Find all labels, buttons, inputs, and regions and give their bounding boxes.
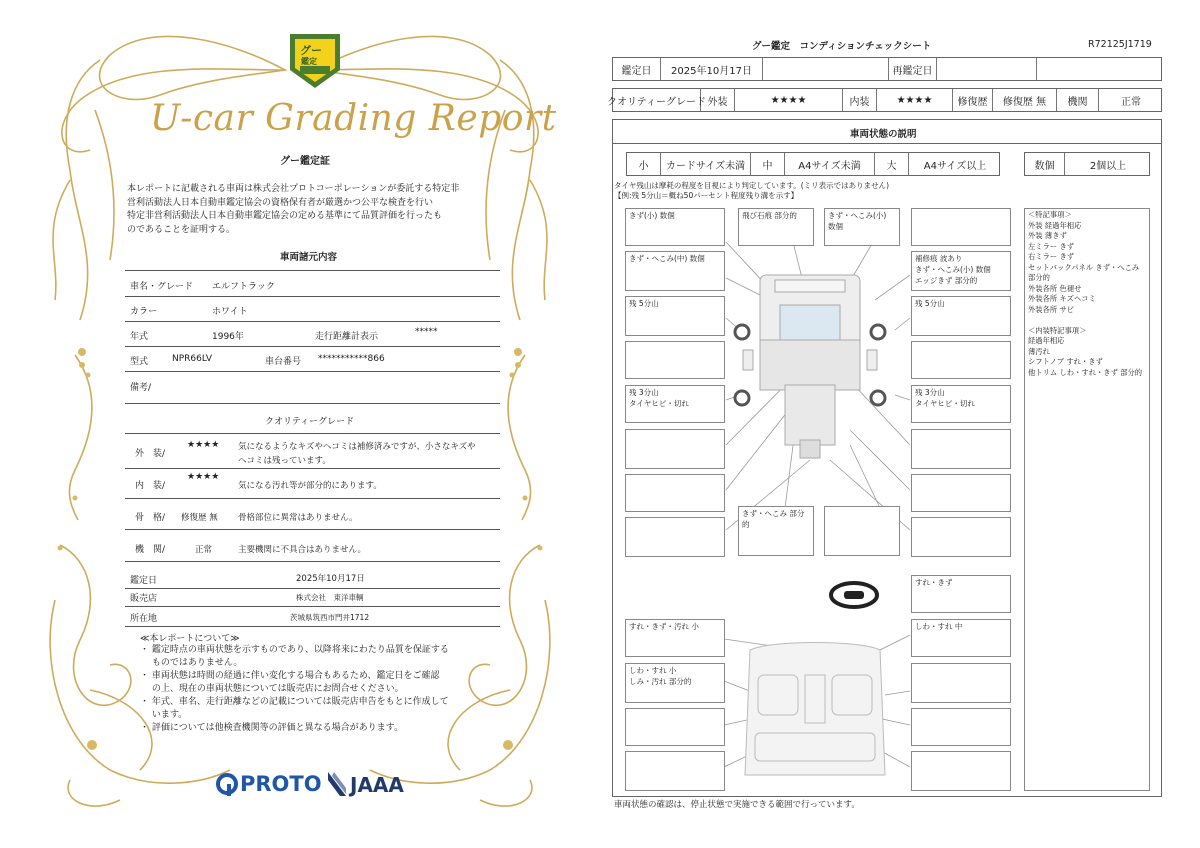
exterior-stars: ★★★★ xyxy=(187,440,220,450)
car-name-label: 車名・グレード xyxy=(130,282,194,292)
ext-box-20 xyxy=(911,517,1011,557)
special-note: 外装 薄きず xyxy=(1028,231,1067,240)
mileage-label: 走行距離計表示 xyxy=(315,332,379,342)
special-note: 経過年相応 xyxy=(1028,336,1065,345)
model-value: NPR66LV xyxy=(172,354,213,364)
ext-box-18: きず・へこみ 部分的 xyxy=(738,506,814,556)
ext-box-4 xyxy=(911,208,1011,246)
special-note: 他トリム しわ・すれ・きず 部分的 xyxy=(1028,367,1143,377)
ext-box-3: きず・へこみ(小) 数個 xyxy=(824,208,900,246)
proto-logo-icon xyxy=(215,772,241,798)
chassis-value: ***********866 xyxy=(318,354,385,364)
ext-box-6: 補修痕 波あり きず・へこみ(小) 数個 エッジきず 部分的 xyxy=(911,251,1011,291)
int-box-7 xyxy=(911,708,1011,746)
size-small-desc: カードサイズ未満 xyxy=(661,153,751,175)
remarks-label: 備考/ xyxy=(130,383,152,393)
note-line: ・ 年式、車名、走行距離などの記載については販売店申告をもとに作成して xyxy=(140,697,449,707)
size-small: 小 xyxy=(627,153,661,175)
sheet-ext-stars: ★★★★ xyxy=(735,89,843,111)
model-label: 型式 xyxy=(130,357,149,367)
int-box-5 xyxy=(911,663,1011,703)
sheet-engine-label: 機関 xyxy=(1057,89,1099,111)
repair-label: 修復歴 xyxy=(953,89,993,111)
size-mid-desc: A4サイズ未満 xyxy=(785,153,875,175)
ext-box-16 xyxy=(911,474,1011,512)
engine-note: 主要機関に不具合はありません。 xyxy=(238,545,367,555)
date-value: 2025年10月17日 xyxy=(296,574,365,584)
frame-label: 骨 格/ xyxy=(135,513,166,523)
ext-box-17 xyxy=(625,517,725,557)
repair-value: 修復歴 無 xyxy=(993,89,1057,111)
special-note: 外装各所 色褪せ xyxy=(1028,283,1082,293)
special-note: 部分的 xyxy=(1028,273,1050,282)
section-title: 車両状態の説明 xyxy=(850,129,917,140)
interior-note: 気になる汚れ等が部分的にあります。 xyxy=(238,481,382,491)
jaaa-logo-icon xyxy=(326,770,348,798)
special-note: シフトノブ すれ・きず xyxy=(1028,357,1103,366)
ext-box-11: 残 3分山 タイヤヒビ・切れ xyxy=(625,385,725,423)
special-note: 左ミラー きず xyxy=(1028,241,1075,251)
ext-box-13 xyxy=(625,429,725,469)
int-box-3: しわ・すれ 中 xyxy=(911,619,1011,657)
special-note: 外装 経過年相応 xyxy=(1028,220,1082,230)
intro-line: のであることを証明する。 xyxy=(127,224,236,235)
count-label: 数個 xyxy=(1025,153,1065,175)
badge-goo: グー xyxy=(300,44,322,57)
int-box-9 xyxy=(911,751,1011,791)
dealer-value: 株式会社 東洋車輌 xyxy=(296,593,364,602)
int-box-1: すれ・きず xyxy=(911,575,1011,613)
steering-wheel-icon xyxy=(828,580,880,610)
ext-box-10 xyxy=(911,341,1011,379)
badge-kantei: 鑑定 xyxy=(301,57,317,66)
exterior-label: 外 装/ xyxy=(135,449,166,459)
reinspect-value xyxy=(937,58,1037,80)
dealer-label: 販売店 xyxy=(130,594,158,604)
ext-box-12: 残 3分山 タイヤヒビ・切れ xyxy=(911,385,1011,423)
interior-label: 内 装/ xyxy=(135,481,166,491)
location-value: 茨城県筑西市門井1712 xyxy=(290,613,370,622)
int-box-4: しわ・すれ 小 しみ・汚れ 部分的 xyxy=(625,663,725,703)
note-line: の上、現在の車両状態については販売店にお問合せください。 xyxy=(140,684,404,694)
ext-box-19 xyxy=(824,506,900,556)
size-legend xyxy=(626,152,1000,176)
reinspect-label: 再鑑定日 xyxy=(889,58,937,80)
about-header: ≪本レポートについて≫ xyxy=(140,634,240,644)
certificate-subtitle: グー鑑定証 xyxy=(280,156,330,167)
sheet-int-label: 内装 xyxy=(843,89,877,111)
size-large-desc: A4サイズ以上 xyxy=(923,160,987,172)
count-desc: 2個以上 xyxy=(1089,160,1127,172)
report-title: U-car Grading Report xyxy=(150,98,557,139)
spec-header: 車両諸元内容 xyxy=(280,252,338,263)
year-label: 年式 xyxy=(130,332,149,342)
ext-box-1: きず(小) 数個 xyxy=(625,208,725,246)
special-note: 右ミラー きず xyxy=(1028,252,1075,261)
special-note: 外装各所 サビ xyxy=(1028,304,1075,314)
special-note-spacer xyxy=(1028,315,1146,326)
exterior-note-2: ヘコミは残っています。 xyxy=(238,456,331,466)
int-box-2: すれ・きず・汚れ 小 xyxy=(625,619,725,657)
sheet-date-value: 2025年10月17日 xyxy=(661,58,763,80)
sheet-footer: 車両状態の確認は、停止状態で実施できる範囲で行っています。 xyxy=(614,800,860,810)
sheet-date-label: 鑑定日 xyxy=(613,58,661,80)
date-blank-2 xyxy=(1037,58,1163,80)
tire-note-1: タイヤ残山は摩耗の程度を目視により判定しています。(ミリ表示ではありません) xyxy=(614,181,890,190)
interior-notes-header: ＜内装特記事項＞ xyxy=(1028,325,1087,335)
color-label: カラー xyxy=(130,307,158,317)
ext-box-5: きず・へこみ(中) 数個 xyxy=(625,251,725,291)
sheet-ext-label: 外装 xyxy=(701,89,735,111)
jaaa-logo-text: JAAA xyxy=(350,773,404,797)
ext-box-2: 飛び石痕 部分的 xyxy=(738,208,814,246)
int-box-6 xyxy=(625,708,725,746)
section-divider xyxy=(612,143,1162,144)
location-label: 所在地 xyxy=(130,614,158,624)
size-mid: 中 xyxy=(751,153,785,175)
count-legend xyxy=(1024,152,1150,176)
intro-line: 本レポートに記載される車両は株式会社プロトコーポレーションが委託する特定非 xyxy=(127,184,460,194)
note-line: います。 xyxy=(140,710,188,720)
tire-note-2: 【例:残 5分山＝概ね50パーセント程度残り溝を示す】 xyxy=(614,191,799,200)
date-row xyxy=(612,57,1162,81)
ext-box-15 xyxy=(625,474,725,512)
quality-row xyxy=(607,88,1162,112)
sheet-int-stars: ★★★★ xyxy=(877,89,953,111)
engine-value: 正常 xyxy=(195,545,213,555)
ext-box-7: 残 5分山 xyxy=(625,296,725,336)
condition-check-sheet xyxy=(600,0,1200,848)
note-line: ・ 車両状態は時間の経過に伴い変化する場合もあるため、鑑定日をご確認 xyxy=(140,671,440,681)
engine-label: 機 関/ xyxy=(135,545,166,555)
note-line: ・ 鑑定時点の車両状態を示すものであり、以降将来にわたり品質を保証する xyxy=(140,645,449,655)
about-notes xyxy=(140,644,449,735)
special-note: 薄汚れ xyxy=(1028,346,1050,356)
intro-text xyxy=(127,183,507,237)
mileage-value: ***** xyxy=(415,327,438,337)
car-name-value: エルフトラック xyxy=(212,282,275,292)
exterior-note-1: 気になるようなキズやヘコミは補修済みですが、小さなキズや xyxy=(238,442,476,452)
frame-value: 修復歴 無 xyxy=(181,513,218,523)
int-box-8 xyxy=(625,751,725,791)
sheet-title: グー鑑定 コンディションチェックシート xyxy=(752,41,932,52)
date-label: 鑑定日 xyxy=(130,576,158,586)
note-line: ものではありません。 xyxy=(140,658,243,668)
interior-stars: ★★★★ xyxy=(187,472,220,482)
date-blank xyxy=(763,58,889,80)
special-notes-header: ＜特記事項＞ xyxy=(1028,210,1072,219)
intro-line: 特定非営利活動法人日本自動車鑑定協会の定める基準にて品質評価を行ったも xyxy=(127,211,443,221)
sheet-engine-value: 正常 xyxy=(1121,96,1141,108)
chassis-label: 車台番号 xyxy=(265,357,302,367)
special-note: セットバックパネル きず・へこみ xyxy=(1028,262,1140,272)
intro-line: 営利活動法人日本自動車鑑定協会の資格保有者が厳選かつ公平な検査を行い xyxy=(127,197,434,208)
quality-header: クオリティーグレード xyxy=(265,417,355,427)
year-value: 1996年 xyxy=(212,332,244,342)
proto-logo-text: PROTO xyxy=(240,772,322,796)
size-large: 大 xyxy=(875,153,909,175)
ext-box-8: 残 5分山 xyxy=(911,296,1011,336)
special-note: 外装各所 キズヘコミ xyxy=(1028,294,1096,303)
sheet-code: R72125J1719 xyxy=(1088,39,1152,50)
ext-box-14 xyxy=(911,429,1011,469)
special-notes xyxy=(1024,208,1150,791)
note-line: ・ 評価については他検査機関等の評価と異なる場合があります。 xyxy=(140,723,403,733)
color-value: ホワイト xyxy=(212,307,248,317)
frame-note: 骨格部位に異常はありません。 xyxy=(238,513,358,523)
qg-label: クオリティーグレード xyxy=(613,89,701,111)
ext-box-9 xyxy=(625,341,725,379)
